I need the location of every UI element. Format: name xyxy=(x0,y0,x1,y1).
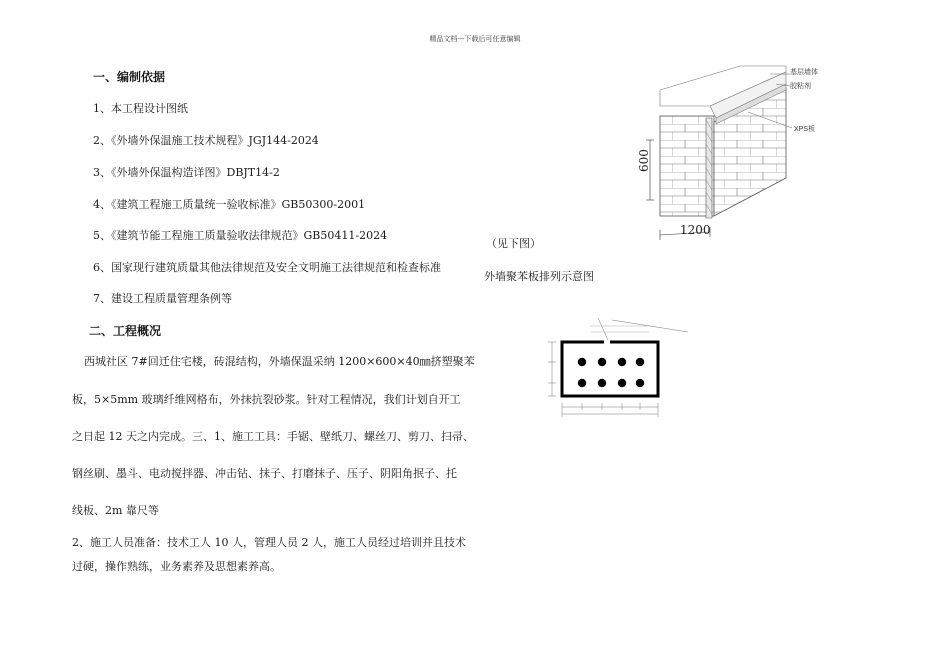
section2-title: 二、工程概况 xyxy=(89,324,162,338)
basis-item-5: 5、《建筑节能工程施工质量验收法律规范》GB50411-2024 xyxy=(93,229,388,242)
basis-item-7: 7、建设工程质量管理条例等 xyxy=(93,292,232,305)
dim-width: 1200 xyxy=(680,223,711,237)
basis-item-2: 2、《外墙外保温施工技术规程》JGJ144-2024 xyxy=(93,134,319,147)
section1-title: 一、编制依据 xyxy=(93,70,166,84)
basis-item-1: 1、本工程设计图纸 xyxy=(93,102,188,115)
basis-item-4: 4、《建筑工程施工质量统一验收标准》GB50300-2001 xyxy=(93,198,366,211)
wall-insulation-detail-figure xyxy=(620,60,850,250)
dim-height: 600 xyxy=(637,149,651,172)
overview-line-2: 板，5×5mm 玻璃纤维网格布，外抹抗裂砂浆。针对工程情况，我们计划自开工 xyxy=(72,393,461,406)
overview-line-1: 西城社区 7#回迁住宅楼，砖混结构，外墙保温采纳 1200×600×40㎜挤塑聚苯 xyxy=(84,355,475,368)
overview-line-5: 线板、2m 靠尺等 xyxy=(72,504,159,517)
note-see-below: （见下图） xyxy=(486,237,541,250)
label-base-wall: 基层墙体 xyxy=(790,69,818,76)
staff-line-1: 2、施工人员准备：技术工人 10 人，管理人员 2 人，施工人员经过培训并且技术 xyxy=(72,536,466,549)
figure2-caption: 外墙聚苯板排列示意图 xyxy=(484,270,594,283)
overview-line-3: 之日起 12 天之内完成。三、1、施工工具：手锯、壁纸刀、螺丝刀、剪刀、扫帚、 xyxy=(72,430,474,443)
basis-item-6: 6、国家现行建筑质量其他法律规范及安全文明施工法律规范和检查标准 xyxy=(93,261,441,274)
label-adhesive: 胶粘剂 xyxy=(790,83,811,90)
page-header: 精品文档---下载后可任意编辑 xyxy=(429,35,521,43)
board-arrangement-figure xyxy=(540,310,690,420)
overview-line-4: 钢丝刷、墨斗、电动搅拌器、冲击钻、抹子、打磨抹子、压子、阴阳角抿子、托 xyxy=(72,467,457,480)
label-xps-board: XPS板 xyxy=(794,126,816,133)
staff-line-2: 过硬，操作熟练，业务素养及思想素养高。 xyxy=(72,560,281,573)
basis-item-3: 3、《外墙外保温构造详图》DBJT14-2 xyxy=(93,166,280,179)
